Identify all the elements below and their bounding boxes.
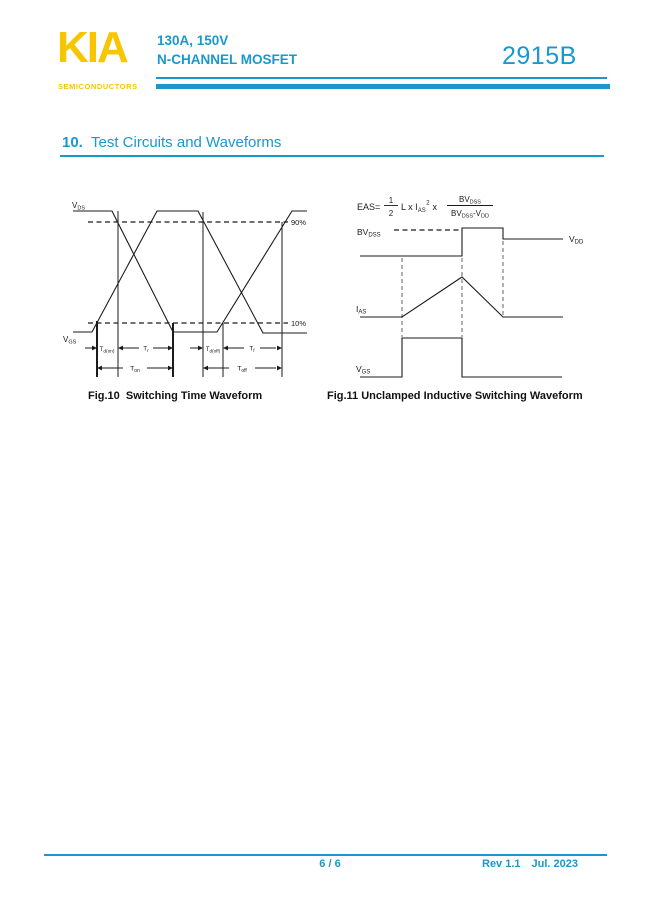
td-off-label: $T_{d(off)}$ xyxy=(205,347,221,354)
tr-arrowhead-left xyxy=(118,346,123,351)
header-rule-thin xyxy=(156,77,607,79)
eas-body: L x $I_{AS}^2$ x xyxy=(401,200,438,214)
device-rating: 130A, 150V xyxy=(157,33,229,48)
part-number: 2915B xyxy=(502,42,577,70)
ten-percent-label: 10% xyxy=(291,319,307,328)
ton-label: Ton xyxy=(130,365,140,374)
tf-arrowhead-right xyxy=(277,346,282,351)
tf-arrowhead-left xyxy=(223,346,228,351)
bvdss-label: BVDSS xyxy=(357,227,381,239)
fig10-caption: Fig.10 Switching Time Waveform xyxy=(88,390,263,402)
tr-label: $T_r$ xyxy=(143,345,149,354)
revision-date: Jul. 2023 xyxy=(531,858,579,870)
fig11-vgs-waveform xyxy=(360,338,562,377)
eas-frac1-numerator: 1 xyxy=(388,196,394,205)
ninety-percent-label: 90% xyxy=(291,218,307,227)
fig10-switching-time-diagram xyxy=(60,190,310,390)
page-indicator: 6 / 6 xyxy=(319,858,341,870)
revision-block xyxy=(482,858,578,870)
td-off-arrowhead xyxy=(198,346,203,351)
device-spec-block xyxy=(157,31,297,69)
fig11-unclamped-inductive-diagram xyxy=(350,185,595,390)
toff-arrowhead-right xyxy=(277,366,282,371)
fig11-vgs-label: VGS xyxy=(356,364,371,376)
revision-number: Rev 1.1 xyxy=(482,858,521,870)
tf-label: $T_f$ xyxy=(249,345,255,354)
footer-rule xyxy=(44,854,607,856)
vds-label: VDS xyxy=(72,201,85,212)
vds-waveform xyxy=(73,211,307,332)
toff-label: Toff xyxy=(237,365,247,374)
section-title: Test Circuits and Waveforms xyxy=(91,134,282,151)
section-underline xyxy=(60,155,604,157)
eas-frac2-denominator: BVDSS-VDD xyxy=(451,209,489,220)
vgs-label: VGS xyxy=(63,335,77,346)
eas-lhs: EAS= xyxy=(357,202,381,212)
td-on-label: $T_{d(on)}$ xyxy=(99,346,115,355)
eas-frac2-numerator: BVDSS xyxy=(459,195,481,206)
kia-logo-subtitle: SEMICONDUCTORS xyxy=(58,82,138,91)
vdd-label: VDD xyxy=(569,234,584,246)
ias-label: IAS xyxy=(356,304,367,316)
ias-waveform xyxy=(360,277,563,317)
drain-voltage-waveform xyxy=(360,228,563,256)
vgs-waveform xyxy=(73,211,307,333)
device-type: N-CHANNEL MOSFET xyxy=(157,52,297,67)
kia-logo: KIA xyxy=(57,23,127,72)
eas-formula xyxy=(357,195,493,220)
eas-frac1-denominator: 2 xyxy=(388,209,394,218)
section-number: 10. xyxy=(62,134,83,151)
fig11-caption: Fig.11 Unclamped Inductive Switching Waveform xyxy=(327,390,583,402)
header-rule-thick xyxy=(156,84,610,89)
toff-arrowhead-left xyxy=(203,366,208,371)
